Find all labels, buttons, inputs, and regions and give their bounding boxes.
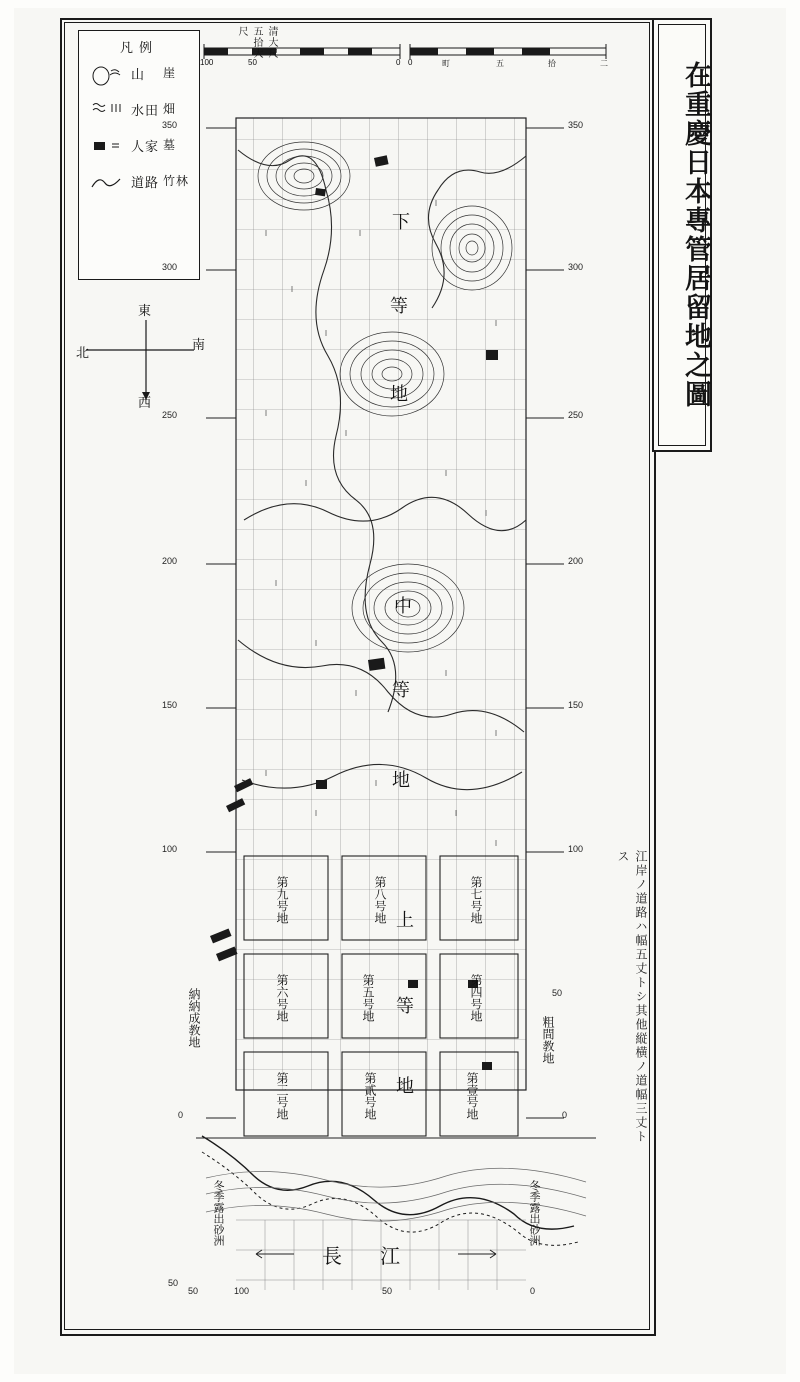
riverbank xyxy=(202,1136,578,1245)
legend-item-label2-0: 崖 xyxy=(163,66,177,80)
compass-label-north: 北 xyxy=(76,346,90,361)
gradation-left-0: 0 xyxy=(178,1110,184,1120)
bottom-axis-3: 0 xyxy=(530,1286,536,1296)
lot-label-1: 第壹号地 xyxy=(465,1072,479,1120)
compass-label-east: 東 xyxy=(138,304,152,319)
legend-item-label-0: 山 xyxy=(131,68,146,83)
gradation-right-0: 0 xyxy=(562,1110,568,1120)
lot-label-9: 第九号地 xyxy=(275,876,289,924)
terrain-label-upper-1: 等 xyxy=(396,996,414,1017)
lot-label-2: 第貳号地 xyxy=(363,1072,377,1120)
terrain-label-upper-2: 地 xyxy=(396,1076,414,1097)
terrain-label-upper-0: 上 xyxy=(396,910,414,931)
annotation-bottom-left: 冬季露出砂洲 xyxy=(212,1180,225,1246)
gradation-right-200: 200 xyxy=(568,556,584,566)
compass-label-west: 西 xyxy=(138,396,152,411)
survey-grid xyxy=(236,118,526,1090)
scale-left-tick-2: 0 xyxy=(396,58,401,67)
scale-right-tick-1: 町 xyxy=(442,59,450,68)
gradation-left-250: 250 xyxy=(162,410,178,420)
lot-label-4: 第四号地 xyxy=(469,974,483,1022)
bottom-axis-0: 50 xyxy=(188,1286,199,1296)
legend-heading: 凡例 xyxy=(119,41,158,56)
contour-hill-icon xyxy=(89,63,123,89)
terrain-label-lower-0: 下 xyxy=(392,212,410,233)
gradation-right-300: 300 xyxy=(568,262,584,272)
legend-item-label2-1: 畑 xyxy=(163,102,177,116)
gradation-right-50: 50 xyxy=(552,988,563,998)
annotation-right-lower: 粗間教地 xyxy=(541,1016,555,1064)
scale-left-tick-1: 50 xyxy=(248,58,257,67)
page-title: 在重慶日本專管居留地之圖 xyxy=(680,61,711,409)
scale-left-tick-0: 100 xyxy=(200,58,214,67)
river-label: 長江 xyxy=(322,1244,438,1268)
gradation-left-200: 200 xyxy=(162,556,178,566)
scale-right-tick-3: 拾 xyxy=(548,59,556,68)
gradation-right-100: 100 xyxy=(568,844,584,854)
paddy-icon xyxy=(89,99,123,125)
scale-left-caption: 清大尺五拾大尺 xyxy=(236,26,277,59)
lot-label-8: 第八号地 xyxy=(373,876,387,924)
scale-right-tick-0: 0 xyxy=(408,58,413,67)
legend-item-3 xyxy=(79,169,199,205)
road-icon xyxy=(89,171,123,197)
terrain-label-mid-1: 等 xyxy=(392,680,410,701)
lot-label-3: 第三号地 xyxy=(275,1072,289,1120)
gradation-right-250: 250 xyxy=(568,410,584,420)
lot-label-7: 第七号地 xyxy=(469,876,483,924)
legend-box xyxy=(78,30,200,280)
gradation-left-150: 150 xyxy=(162,700,178,710)
gradation-right-350: 350 xyxy=(568,120,584,130)
terrain-label-lower-2: 地 xyxy=(390,384,408,405)
gradation-left-350: 350 xyxy=(162,120,178,130)
terrain-label-mid-2: 地 xyxy=(392,770,410,791)
lot-label-5: 第五号地 xyxy=(361,974,375,1022)
gradation-left-50b: 50 xyxy=(168,1278,179,1288)
bottom-axis-2: 50 xyxy=(382,1286,393,1296)
legend-item-label-2: 人家 xyxy=(131,140,160,155)
annotation-left-lower: 納納成教地 xyxy=(187,988,201,1048)
legend-item-0 xyxy=(79,61,199,97)
gradation-left-300: 300 xyxy=(162,262,178,272)
house-icon xyxy=(89,135,123,161)
scale-right-tick-4: 二 xyxy=(600,59,608,68)
title-cartouche xyxy=(652,18,712,452)
bottom-axis-1: 100 xyxy=(234,1286,250,1296)
side-note: 江岸ノ道路ハ幅五丈トシ其他縦横ノ道幅三丈トス xyxy=(616,850,648,1144)
legend-item-label-1: 水田 xyxy=(131,104,160,119)
gradation-left-100: 100 xyxy=(162,844,178,854)
legend-item-2 xyxy=(79,133,199,169)
annotation-bottom-right: 冬季露出砂洲 xyxy=(528,1180,541,1246)
lot-label-6: 第六号地 xyxy=(275,974,289,1022)
scale-bars xyxy=(196,28,616,68)
gradation-right-150: 150 xyxy=(568,700,584,710)
compass-label-south: 南 xyxy=(192,338,206,353)
legend-item-label2-3: 竹林 xyxy=(163,174,190,188)
scale-right-tick-2: 五 xyxy=(496,59,504,68)
compass-rose xyxy=(76,300,204,410)
terrain-label-mid-0: 中 xyxy=(394,596,412,617)
legend-items xyxy=(79,61,199,205)
legend-item-label-3: 道路 xyxy=(131,176,160,191)
legend-item-label2-2: 墓 xyxy=(163,138,177,152)
legend-item-1 xyxy=(79,97,199,133)
terrain-label-lower-1: 等 xyxy=(390,296,408,317)
